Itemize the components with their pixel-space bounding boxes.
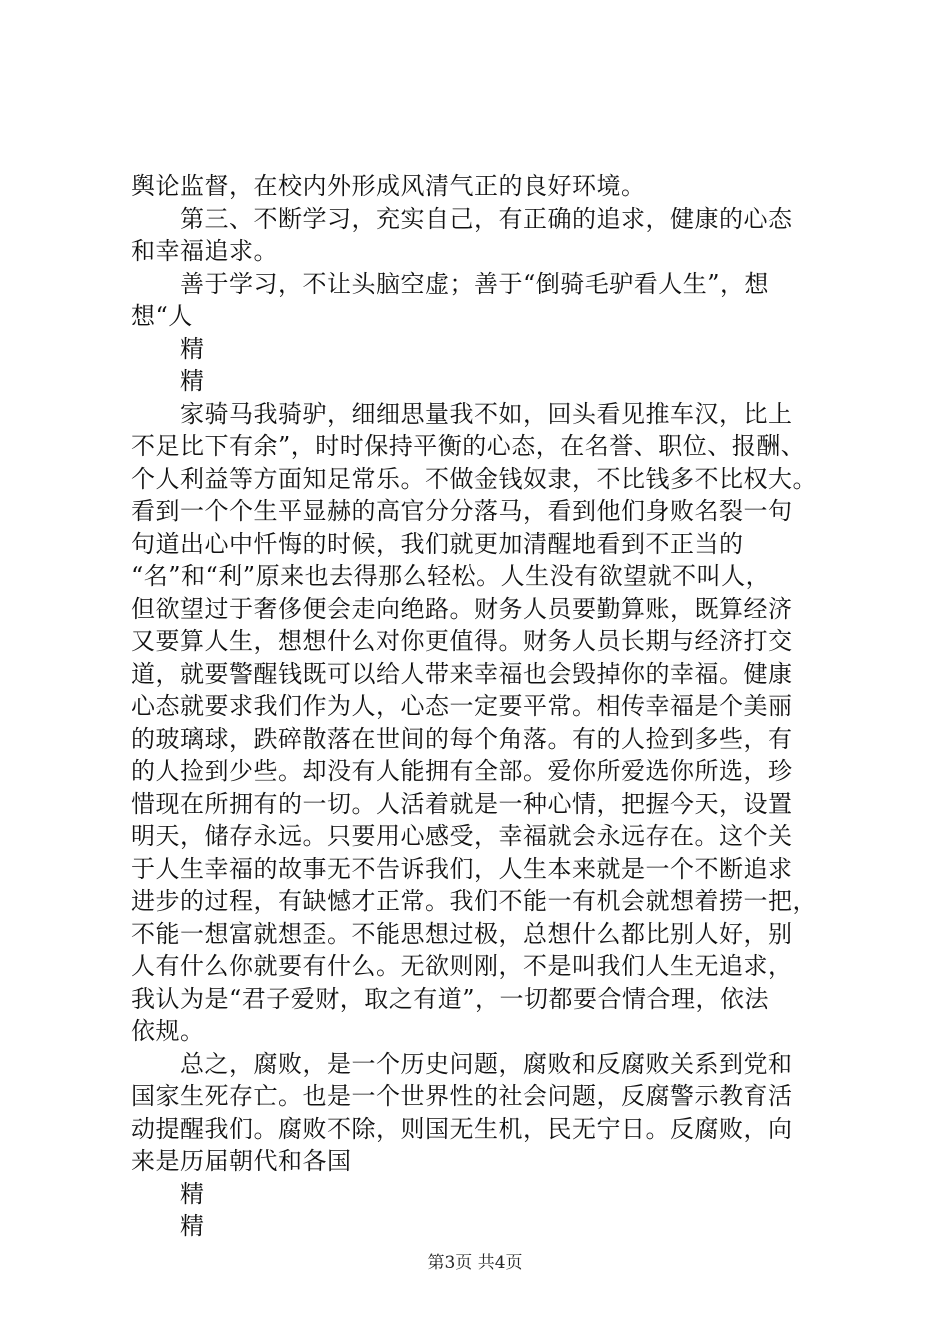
text-line: 进步的过程，有缺憾才正常。我们不能一有机会就想着捞一把，	[131, 887, 817, 915]
text-line: 又要算人生，想想什么对你更值得。财务人员长期与经济打交	[131, 627, 793, 655]
text-line: 精	[131, 367, 205, 395]
text-line: 心态就要求我们作为人，心态一定要平常。相传幸福是个美丽	[131, 692, 793, 720]
text-line: 动提醒我们。腐败不除，则国无生机，民无宁日。反腐败，向	[131, 1114, 793, 1143]
text-line: 于人生幸福的故事无不告诉我们，人生本来就是一个不断追求	[131, 854, 793, 883]
page-footer	[0, 1248, 950, 1273]
text-line: 国家生死存亡。也是一个世界性的社会问题，反腐警示教育活	[131, 1082, 793, 1110]
text-line: 个人利益等方面知足常乐。不做金钱奴隶，不比钱多不比权大。	[131, 464, 817, 493]
text-line: 精	[131, 334, 205, 363]
text-line: 想“人	[131, 302, 193, 330]
text-line: 第三、不断学习，充实自己，有正确的追求，健康的心态	[131, 204, 793, 233]
text-line: 精	[131, 1179, 205, 1208]
text-line: 依规。	[131, 1017, 205, 1045]
text-line: 总之，腐败，是一个历史问题，腐败和反腐败关系到党和	[131, 1049, 793, 1078]
text-line: 善于学习，不让头脑空虚；善于“倒骑毛驴看人生”，想	[131, 269, 770, 298]
text-line: 来是历届朝代和各国	[131, 1147, 352, 1175]
text-line: 但欲望过于奢侈便会走向绝路。财务人员要勤算账，既算经济	[131, 594, 793, 623]
text-line: 的玻璃球，跌碎散落在世间的每个角落。有的人捡到多些，有	[131, 724, 793, 753]
text-line: 句道出心中忏悔的时候，我们就更加清醒地看到不正当的	[131, 529, 744, 558]
text-line: 看到一个个生平显赫的高官分分落马，看到他们身败名裂一句	[131, 497, 793, 525]
text-line: 惜现在所拥有的一切。人活着就是一种心情，把握今天，设置	[131, 789, 793, 818]
text-line: 和幸福追求。	[131, 237, 278, 265]
page-number-label: 第3页 共4页	[427, 1253, 523, 1273]
text-line: 明天，储存永远。只要用心感受，幸福就会永远存在。这个关	[131, 822, 793, 850]
text-line: 精	[131, 1212, 205, 1240]
text-line: 家骑马我骑驴，细细思量我不如，回头看见推车汉，比上	[131, 399, 793, 428]
text-line: 人有什么你就要有什么。无欲则刚，不是叫我们人生无追求，	[131, 952, 793, 980]
text-line: 舆论监督，在校内外形成风清气正的良好环境。	[131, 172, 646, 200]
text-line: 不足比下有余”，时时保持平衡的心态，在名誉、职位、报酬、	[131, 432, 806, 460]
text-line: 不能一想富就想歪。不能思想过极，总想什么都比别人好，别	[131, 919, 793, 948]
text-line: 的人捡到少些。却没有人能拥有全部。爱你所爱选你所选，珍	[131, 757, 793, 785]
text-line: “名”和“利”原来也去得那么轻松。人生没有欲望就不叫人，	[131, 562, 771, 590]
text-line: 我认为是“君子爱财，取之有道”，一切都要合情合理，依法	[131, 984, 770, 1013]
text-line: 道，就要警醒钱既可以给人带来幸福也会毁掉你的幸福。健康	[131, 659, 793, 688]
document-body	[131, 170, 831, 1243]
